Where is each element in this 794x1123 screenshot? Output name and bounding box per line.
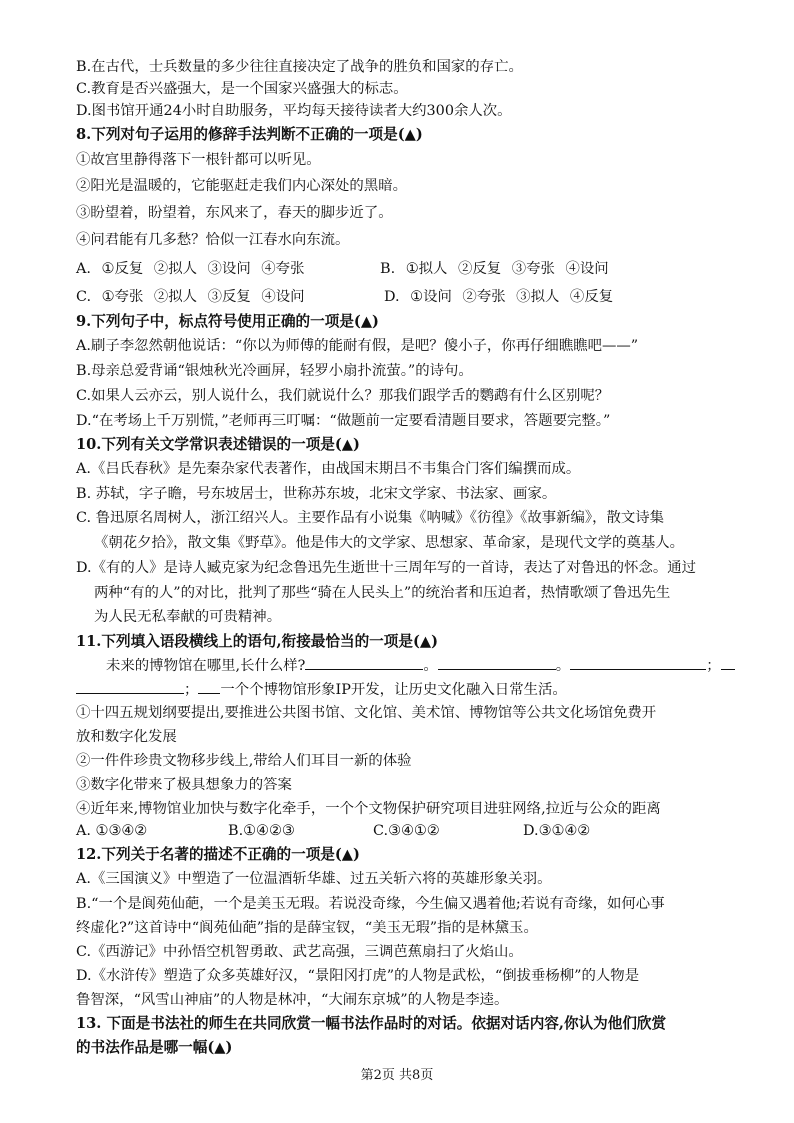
q10-option-d-line2: 两种“有的人”的对比，批判了那些“骑在人民头上”的统治者和压迫者，热情歌颂了鲁迅先生 xyxy=(94,585,671,601)
q8-option-b: B. ①拟人 ②反复 ③夸张 ④设问 xyxy=(380,261,609,277)
question-13-title-line1: 13. 下面是书法社的师生在共同欣赏一幅书法作品时的对话。依据对话内容,你认为他们欣赏 xyxy=(76,1015,667,1032)
q12-option-b-line2: 终虚化?”这首诗中“阆苑仙葩”指的是薛宝钗，“美玉无瑕”指的是林黛玉。 xyxy=(76,920,538,936)
q9-option-a: A.刷子李忽然朝他说话：“你以为师傅的能耐有假，是吧？傻小子，你再仔细瞧瞧吧——” xyxy=(76,338,639,354)
q11-punct-4: ； xyxy=(184,682,199,698)
question-13-title-line2: 的书法作品是哪一幅(▲) xyxy=(76,1039,233,1056)
q7-option-b: B.在古代，士兵数量的多少往往直接决定了战争的胜负和国家的存亡。 xyxy=(76,59,523,75)
q12-option-c: C.《西游记》中孙悟空机智勇敢、武艺高强，三调芭蕉扇扫了火焰山。 xyxy=(76,944,523,960)
q8-sentence-2: ②阳光是温暖的，它能驱赶走我们内心深处的黑暗。 xyxy=(76,178,407,194)
q11-punct-3: ； xyxy=(706,658,721,674)
q8-option-c: C. ①夸张 ②拟人 ③反复 ④设问 xyxy=(76,289,305,305)
q10-option-c-line1: C. 鲁迅原名周树人，浙江绍兴人。主要作品有小说集《呐喊》《彷徨》《故事新编》，散文诗集 xyxy=(76,510,665,526)
q7-option-d: D.图书馆开通24小时自助服务，平均每天接待读者大约300余人次。 xyxy=(76,103,512,119)
q11-option-c: C.③④①② xyxy=(373,823,440,839)
q12-option-d-line1: D.《水浒传》塑造了众多英雄好汉，“景阳冈打虎”的人物是武松，“倒拔垂杨柳”的人物是 xyxy=(76,968,640,984)
q11-sentence-1-line1: ①十四五规划纲要提出,要推进公共图书馆、文化馆、美术馆、博物馆等公共文化场馆免费开 xyxy=(76,705,657,721)
blank-4 xyxy=(76,677,184,694)
q12-option-a: A.《三国演义》中塑造了一位温酒斩华雄、过五关斩六将的英雄形象关羽。 xyxy=(76,871,552,887)
q9-option-b: B.母亲总爱背诵“银烛秋光冷画屏，轻罗小扇扑流萤。”的诗句。 xyxy=(76,363,473,379)
q11-option-d: D.③①④② xyxy=(523,823,591,839)
q10-option-c-line2: 《朝花夕拾》，散文集《野草》。他是伟大的文学家、思想家、革命家，是现代文学的奠基人。 xyxy=(94,535,685,551)
question-8-title: 8.下列对句子运用的修辞手法判断不正确的一项是(▲) xyxy=(76,126,423,143)
q11-sentence-3: ③数字化带来了极具想象力的答案 xyxy=(76,777,292,793)
q11-option-a: A. ①③④② xyxy=(76,823,148,839)
q11-stem: 未来的博物馆在哪里,长什么样? xyxy=(106,658,306,674)
question-9-title: 9.下列句子中，标点符号使用正确的一项是(▲) xyxy=(76,313,379,330)
q9-option-d: D.“在考场上千万别慌，”老师再三叮嘱：“做题前一定要看清题目要求，答题要完整。” xyxy=(76,413,611,429)
q8-option-a: A. ①反复 ②拟人 ③设问 ④夸张 xyxy=(76,261,305,277)
q11-sentence-4: ④近年来,博物馆业加快与数字化牵手，一个个文物保护研究项目进驻网络,拉近与公众的距离 xyxy=(76,801,661,817)
q11-passage-line1 xyxy=(106,653,764,677)
blank-3 xyxy=(570,653,706,670)
q7-option-c: C.教育是否兴盛强大，是一个国家兴盛强大的标志。 xyxy=(76,81,408,97)
q11-option-b: B.①④②③ xyxy=(228,823,295,839)
q12-option-d-line2: 鲁智深，“风雪山神庙”的人物是林冲，“大闹东京城”的人物是李逵。 xyxy=(76,992,509,1008)
blank-2 xyxy=(438,653,556,670)
question-10-title: 10.下列有关文学常识表述错误的一项是(▲) xyxy=(76,436,360,453)
q10-option-b: B. 苏轼，字子瞻，号东坡居士，世称苏东坡，北宋文学家、书法家、画家。 xyxy=(76,486,557,502)
q8-sentence-1: ①故宫里静得落下一根针都可以听见。 xyxy=(76,152,321,168)
q11-punct-1: 。 xyxy=(423,658,438,674)
q11-sentence-1-line2: 放和数字化发展 xyxy=(76,729,177,745)
question-12-title: 12.下列关于名著的描述不正确的一项是(▲) xyxy=(76,846,360,863)
q11-tail: 一个个博物馆形象IP开发，让历史文化融入日常生活。 xyxy=(220,682,567,698)
q10-option-a: A.《吕氏春秋》是先秦杂家代表著作，由战国末期吕不韦集合门客们编撰而成。 xyxy=(76,461,581,477)
blank-5 xyxy=(198,677,220,694)
q10-option-d-line3: 为人民无私奉献的可贵精神。 xyxy=(94,609,282,625)
blank-1 xyxy=(305,653,423,670)
q8-sentence-3: ③盼望着，盼望着，东风来了，春天的脚步近了。 xyxy=(76,205,393,221)
q8-sentence-4: ④问君能有几多愁？恰似一江春水向东流。 xyxy=(76,232,350,248)
q11-sentence-2: ②一件件珍贵文物移步线上,带给人们耳目一新的体验 xyxy=(76,753,412,769)
q11-passage-line2 xyxy=(76,677,764,701)
question-11-title: 11.下列填入语段横线上的语句,衔接最恰当的一项是(▲) xyxy=(76,633,438,650)
q12-option-b-line1: B.“一个是阆苑仙葩，一个是美玉无瑕。若说没奇缘，今生偏又遇着他;若说有奇缘，如何心事 xyxy=(76,896,665,912)
blank-3b xyxy=(721,653,735,670)
q8-option-d: D. ①设问 ②夸张 ③拟人 ④反复 xyxy=(384,289,614,305)
q11-punct-2: 。 xyxy=(555,658,571,674)
q9-option-c: C.如果人云亦云，别人说什么，我们就说什么？那我们跟学舌的鹦鹉有什么区别呢？ xyxy=(76,388,610,404)
q10-option-d-line1: D.《有的人》是诗人臧克家为纪念鲁迅先生逝世十三周年写的一首诗，表达了对鲁迅的怀念。通过 xyxy=(76,560,697,576)
page-footer: 第2页 共8页 xyxy=(360,1068,434,1083)
